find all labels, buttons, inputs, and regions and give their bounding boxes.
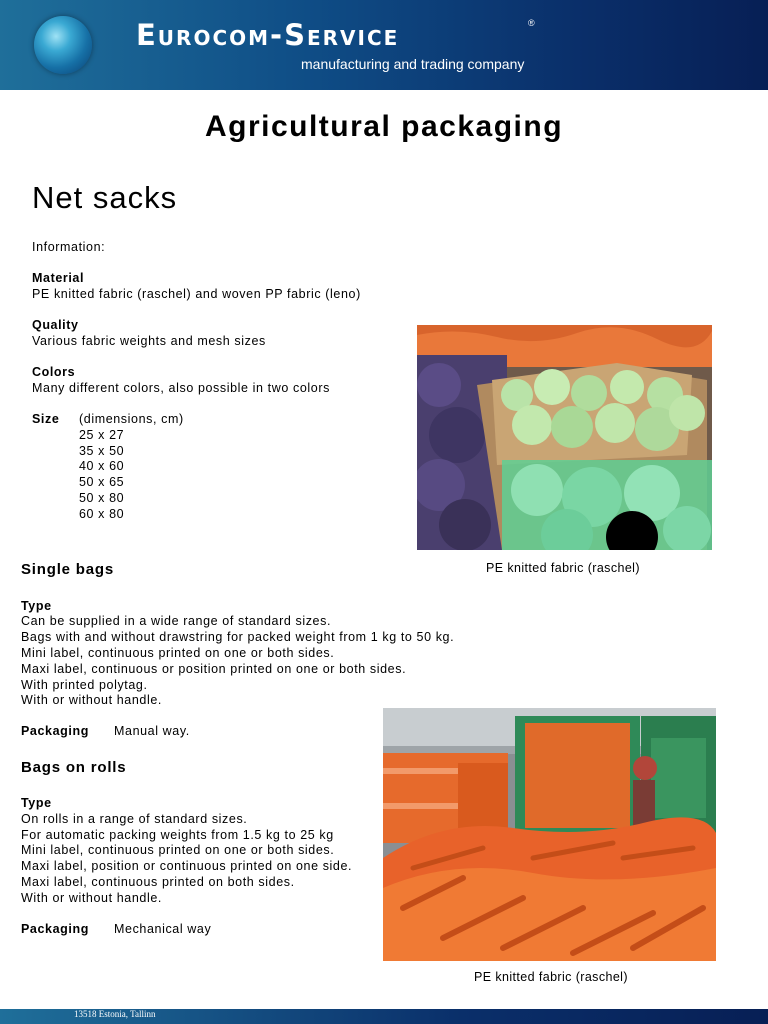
- brand-tagline: manufacturing and trading company: [301, 56, 525, 72]
- bags-on-rolls-line: Maxi label, continuous printed on both sides.: [21, 875, 295, 889]
- bags-on-rolls-packaging-label: Packaging: [21, 922, 89, 936]
- size-item: 25 x 27: [79, 428, 125, 442]
- size-item: 35 x 50: [79, 444, 125, 458]
- cabbage-net-sacks-photo: [417, 325, 712, 550]
- globe-logo-icon: [34, 16, 92, 74]
- single-bags-line: With or without handle.: [21, 693, 162, 707]
- bags-on-rolls-line: For automatic packing weights from 1.5 kg to 25 kg: [21, 828, 334, 842]
- single-bags-packaging-label: Packaging: [21, 724, 89, 738]
- size-item: 50 x 80: [79, 491, 125, 505]
- single-bags-packaging-value: Manual way.: [114, 724, 190, 738]
- size-unit: (dimensions, cm): [79, 412, 184, 426]
- material-text: PE knitted fabric (raschel) and woven PP fabric (leno): [32, 287, 361, 301]
- size-item: 50 x 65: [79, 475, 125, 489]
- colors-label: Colors: [32, 365, 76, 379]
- bags-on-rolls-type-label: Type: [21, 796, 52, 810]
- single-bags-title: Single bags: [21, 561, 114, 578]
- bags-on-rolls-line: Mini label, continuous printed on one or both sides.: [21, 843, 335, 857]
- bags-on-rolls-line: With or without handle.: [21, 891, 162, 905]
- section-title: Net sacks: [32, 180, 178, 215]
- page-title: Agricultural packaging: [204, 110, 564, 143]
- single-bags-type-label: Type: [21, 599, 52, 613]
- photo1-caption: PE knitted fabric (raschel): [486, 561, 640, 575]
- single-bags-line: With printed polytag.: [21, 678, 148, 692]
- footer-address: 13518 Estonia, Tallinn: [74, 1009, 156, 1019]
- info-intro: Information:: [32, 240, 106, 254]
- single-bags-line: Maxi label, continuous or position printed on one or both sides.: [21, 662, 407, 676]
- bags-on-rolls-packaging-value: Mechanical way: [114, 922, 212, 936]
- photo2-caption: PE knitted fabric (raschel): [474, 970, 628, 984]
- material-label: Material: [32, 271, 85, 285]
- carrot-net-sacks-photo: [383, 708, 716, 961]
- single-bags-line: Can be supplied in a wide range of standard sizes.: [21, 614, 332, 628]
- header-banner: [0, 0, 768, 90]
- quality-text: Various fabric weights and mesh sizes: [32, 334, 266, 348]
- single-bags-line: Mini label, continuous printed on one or both sides.: [21, 646, 335, 660]
- quality-label: Quality: [32, 318, 79, 332]
- size-item: 40 x 60: [79, 459, 125, 473]
- size-item: 60 x 80: [79, 507, 125, 521]
- registered-mark: ®: [528, 18, 535, 28]
- footer-banner: [0, 1009, 768, 1024]
- size-label: Size: [32, 412, 60, 426]
- bags-on-rolls-title: Bags on rolls: [21, 759, 127, 776]
- brand-name: Eurocom-Service: [136, 18, 400, 52]
- bags-on-rolls-line: Maxi label, position or continuous printed on one side.: [21, 859, 353, 873]
- single-bags-line: Bags with and without drawstring for packed weight from 1 kg to 50 kg.: [21, 630, 455, 644]
- colors-text: Many different colors, also possible in two colors: [32, 381, 330, 395]
- bags-on-rolls-line: On rolls in a range of standard sizes.: [21, 812, 248, 826]
